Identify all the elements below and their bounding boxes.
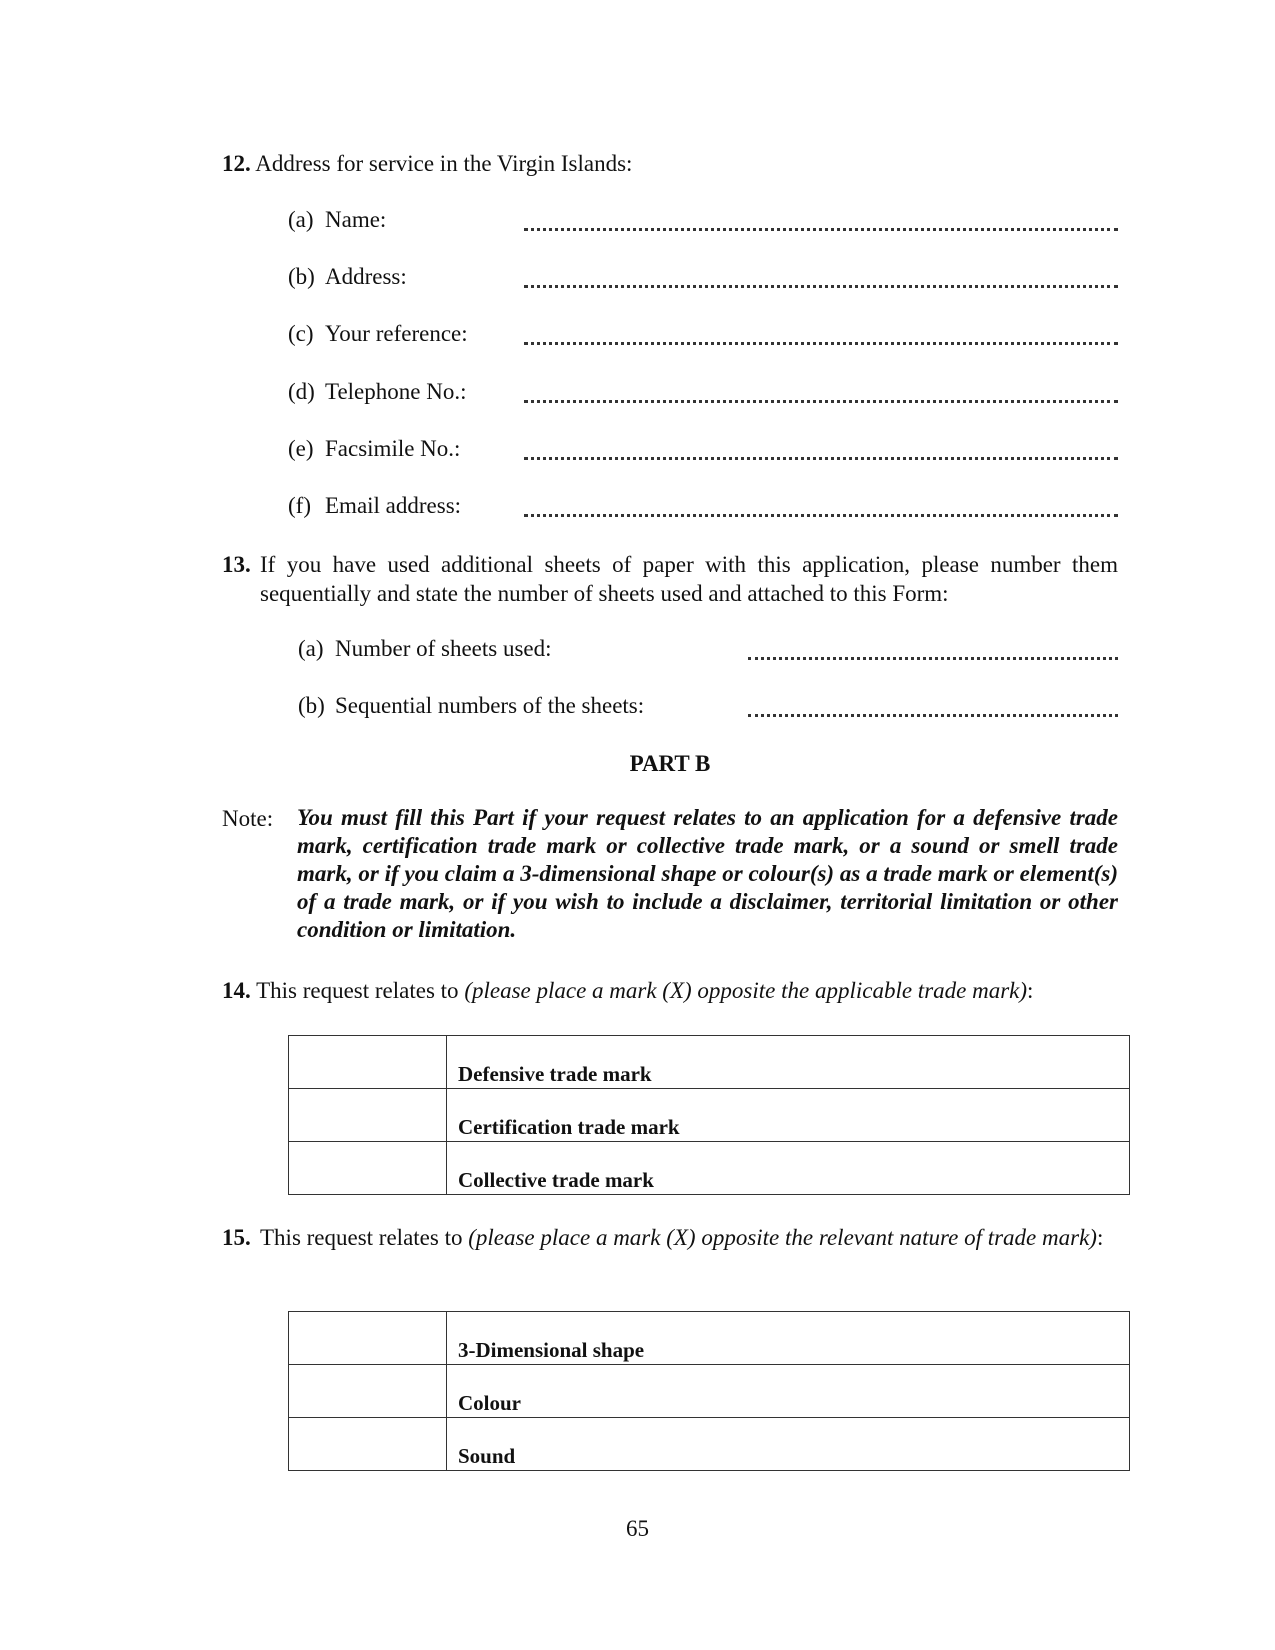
name-field[interactable] <box>524 228 1118 231</box>
part-b-title: PART B <box>629 751 711 776</box>
sound-label: Sound <box>447 1418 1130 1471</box>
q12-heading <box>222 152 632 175</box>
q15-lead: This request relates to <box>260 1225 469 1250</box>
item-letter: (c) <box>288 321 314 346</box>
item-label: Address: <box>325 264 407 289</box>
address-field[interactable] <box>524 285 1118 288</box>
defensive-label: Defensive trade mark <box>447 1036 1130 1089</box>
q13-heading <box>222 550 1118 608</box>
trade-mark-type-table <box>288 1035 1130 1195</box>
telephone-field[interactable] <box>524 400 1118 403</box>
note-text: You must fill this Part if your request relates to an application for a defensive trade mark, certification trade mark or collective trade mark, or a sound or smell trade mark, or if you claim a 3-dimensional shape or colour(s) as a trade mark or element(s) of a trade mark, or if you wish to include a disclaimer, territorial limitation or other condition or limitation. <box>297 805 1118 942</box>
item-letter: (a) <box>298 636 324 661</box>
defensive-mark-box[interactable] <box>289 1036 447 1089</box>
sheets-used-field[interactable] <box>748 657 1118 660</box>
shape-mark-box[interactable] <box>289 1312 447 1365</box>
q15-number: 15. <box>222 1225 251 1250</box>
collective-label: Collective trade mark <box>447 1142 1130 1195</box>
item-label: Sequential numbers of the sheets: <box>335 693 645 718</box>
table-row <box>289 1418 1130 1471</box>
page-number: 65 <box>626 1516 649 1541</box>
item-label: Your reference: <box>325 321 468 346</box>
q14-heading <box>222 979 1033 1002</box>
table-row <box>289 1036 1130 1089</box>
collective-mark-box[interactable] <box>289 1142 447 1195</box>
shape-label: 3-Dimensional shape <box>447 1312 1130 1365</box>
q15-text <box>260 1223 1118 1252</box>
q14-text: This request relates to <box>256 978 465 1003</box>
table-row <box>289 1142 1130 1195</box>
item-letter: (a) <box>288 207 314 232</box>
item-letter: (b) <box>288 264 315 289</box>
item-letter: (b) <box>298 693 325 718</box>
q12-text: Address for service in the Virgin Islands: <box>255 151 633 176</box>
item-label: Facsimile No.: <box>325 436 461 461</box>
item-label: Number of sheets used: <box>335 636 552 661</box>
certification-mark-box[interactable] <box>289 1089 447 1142</box>
table-row <box>289 1089 1130 1142</box>
q12-number: 12. <box>222 151 251 176</box>
item-letter: (f) <box>288 493 311 518</box>
q13-text: If you have used additional sheets of paper with this application, please number them sequentially and state the number of sheets used and attached to this Form: <box>260 552 1118 606</box>
colour-mark-box[interactable] <box>289 1365 447 1418</box>
q14-suffix: : <box>1027 978 1034 1003</box>
item-label: Email address: <box>325 493 462 518</box>
note-label: Note: <box>222 806 274 831</box>
table-row <box>289 1312 1130 1365</box>
sound-mark-box[interactable] <box>289 1418 447 1471</box>
email-field[interactable] <box>524 514 1118 517</box>
certification-label: Certification trade mark <box>447 1089 1130 1142</box>
trade-mark-nature-table <box>288 1311 1130 1471</box>
item-letter: (d) <box>288 379 315 404</box>
q15-heading <box>222 1223 1118 1252</box>
item-label: Telephone No.: <box>325 379 467 404</box>
facsimile-field[interactable] <box>524 457 1118 460</box>
table-row <box>289 1365 1130 1418</box>
sequential-numbers-field[interactable] <box>748 714 1118 717</box>
q14-number: 14. <box>222 978 251 1003</box>
reference-field[interactable] <box>524 342 1118 345</box>
item-label: Name: <box>325 207 387 232</box>
q13-number: 13. <box>222 552 251 577</box>
item-letter: (e) <box>288 436 314 461</box>
q14-instruction: (please place a mark (X) opposite the applicable trade mark) <box>464 978 1028 1003</box>
q15-suffix: : <box>1096 1225 1104 1250</box>
colour-label: Colour <box>447 1365 1130 1418</box>
q15-instruction: (please place a mark (X) opposite the relevant nature of trade mark) <box>468 1225 1097 1250</box>
